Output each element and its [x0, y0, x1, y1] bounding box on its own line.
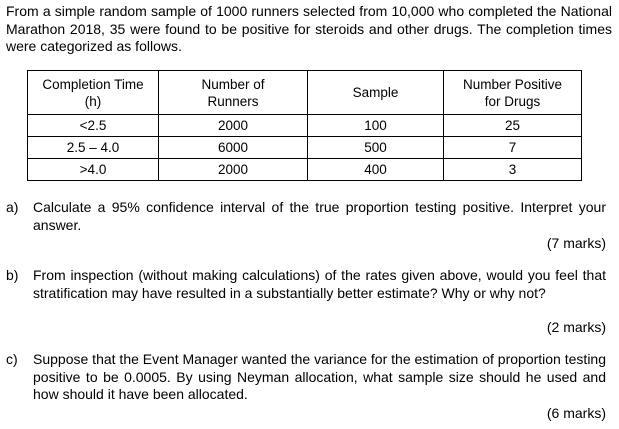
table-cell: 100	[308, 115, 444, 137]
question-text: From inspection (without making calculations) of the rates given above, would you feel that stratification may have resulted in a substantially better estimate? Why or why not?	[33, 267, 606, 301]
table-cell: 6000	[159, 137, 308, 159]
table-cell: 2000	[159, 159, 308, 181]
table-cell: <2.5	[28, 115, 159, 137]
question-letter: b)	[6, 267, 19, 283]
table-row	[28, 115, 582, 137]
question-text: Calculate a 95% confidence interval of the true proportion testing positive. Interpret your answer.	[33, 199, 606, 233]
question-letter: a)	[6, 199, 19, 215]
table-cell: 2000	[159, 115, 308, 137]
table-cell: 3	[444, 159, 582, 181]
header-number-of-runners: Number of Runners	[159, 71, 308, 115]
question-c	[6, 351, 606, 404]
marks-b: (2 marks)	[546, 319, 606, 335]
question-b	[6, 267, 606, 302]
question-letter: c)	[6, 351, 18, 367]
table-cell: 2.5 – 4.0	[28, 137, 159, 159]
header-sample: Sample	[308, 71, 444, 115]
table-row	[28, 137, 582, 159]
table-header-row	[28, 71, 582, 115]
table-cell: 400	[308, 159, 444, 181]
marks-c: (6 marks)	[546, 405, 606, 421]
completion-time-table	[27, 70, 582, 181]
intro-paragraph: From a simple random sample of 1000 runners selected from 10,000 who completed the National Marathon 2018, 35 were found to be positive for steroids and other drugs. The completion times were categorized as follows.	[6, 3, 612, 54]
marks-a: (7 marks)	[546, 235, 606, 251]
table-cell: 500	[308, 137, 444, 159]
table-cell: 7	[444, 137, 582, 159]
table-cell: 25	[444, 115, 582, 137]
header-completion-time: Completion Time (h)	[28, 71, 159, 115]
header-number-positive: Number Positive for Drugs	[444, 71, 582, 115]
question-text: Suppose that the Event Manager wanted the variance for the estimation of proportion testing positive to be 0.0005. By using Neyman allocation, what sample size should he used and how should it have been allocated.	[33, 351, 606, 402]
table-row	[28, 159, 582, 181]
table-cell: >4.0	[28, 159, 159, 181]
question-a	[6, 199, 606, 234]
